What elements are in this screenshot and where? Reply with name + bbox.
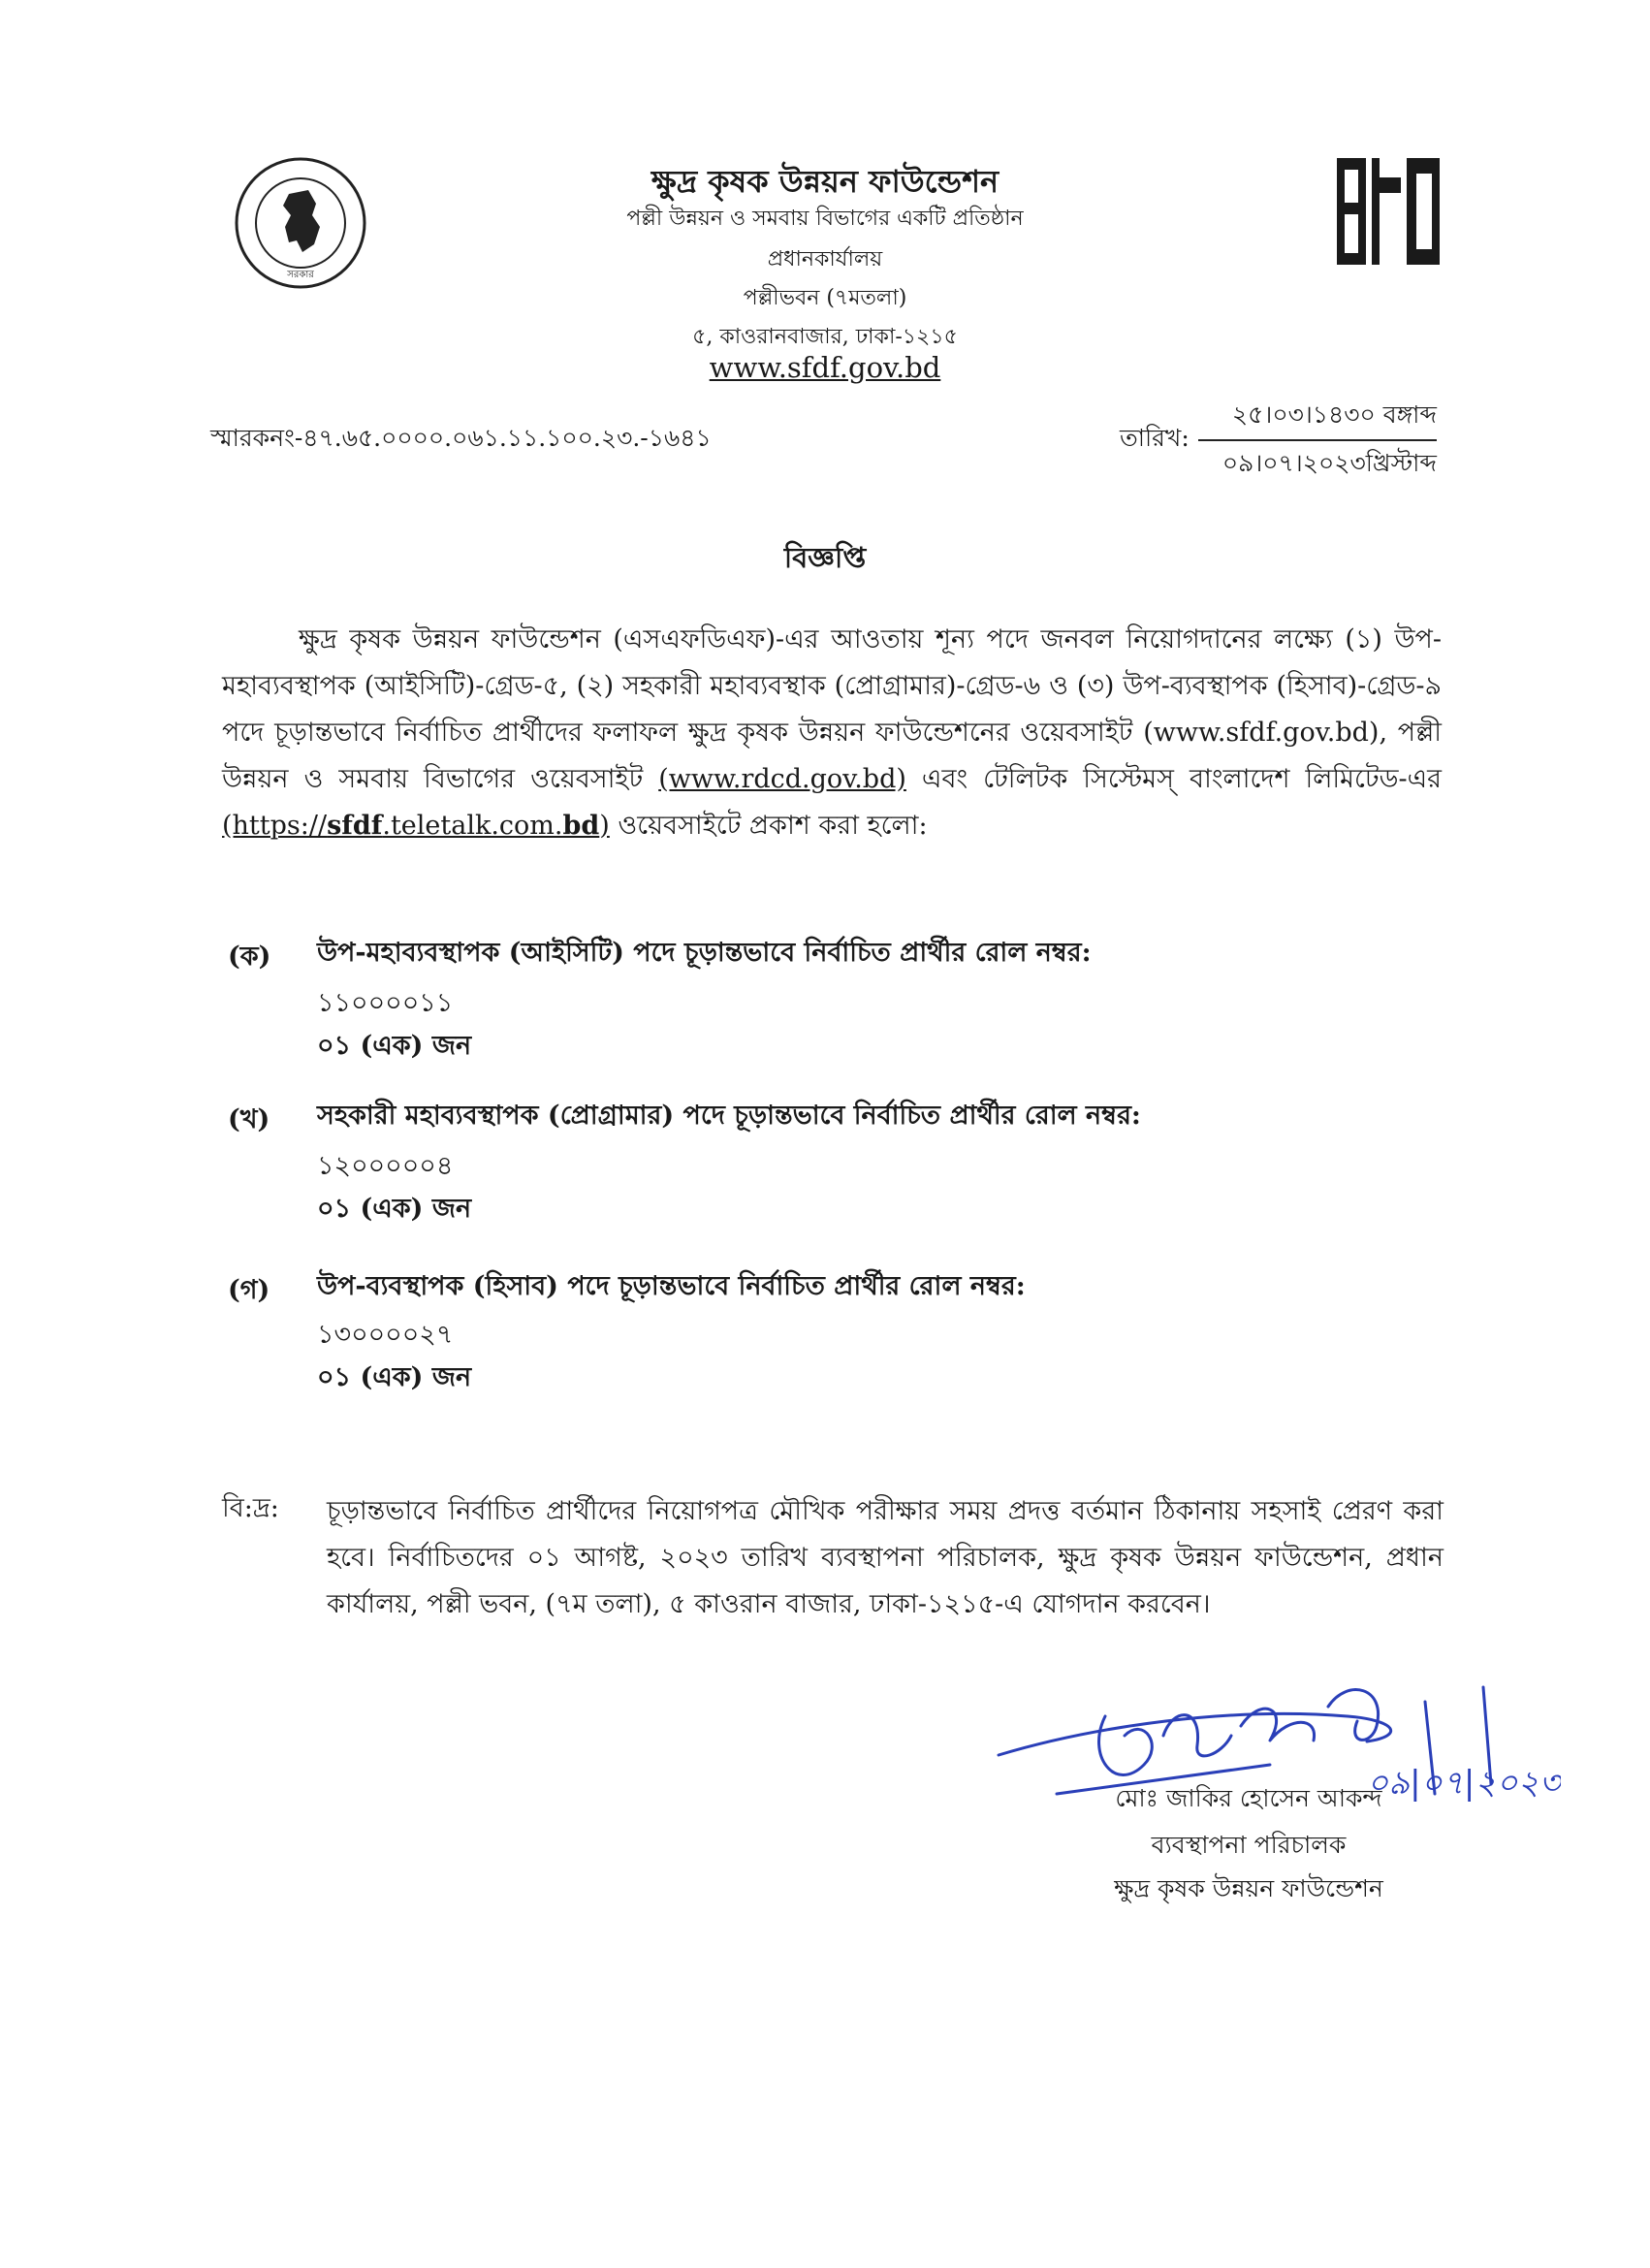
- paragraph-text-3: ওয়েবসাইটে প্রকাশ করা হলো:: [609, 811, 928, 841]
- teletalk-link-part: sfdf: [327, 811, 383, 841]
- date-english: ০৯।০৭।২০২৩খ্রিস্টাব্দ: [1222, 449, 1437, 477]
- note-label: বি:দ্র:: [222, 1493, 279, 1523]
- date-bengali: ২৫।০৩।১৪৩০ বঙ্গাব্দ: [1198, 396, 1437, 441]
- note-text: চূড়ান্তভাবে নির্বাচিত প্রার্থীদের নিয়োগপত্র মৌখিক পরীক্ষার সময় প্রদত্ত বর্তমান ঠিকানায় সহসাই প্রেরণ করা হবে। নির্বাচিতদের ০১ আগষ্ট, ২০২৩ তারিখ ব্যবস্থাপনা পরিচালক, ক্ষুদ্র কৃষক উন্নয়ন ফাউন্ডেশন, প্রধান কার্যালয়, পল্লী ভবন, (৭ম তলা), ৫ কাওরান বাজার, ঢাকা-১২১৫-এ যোগদান করবেন।: [327, 1496, 1444, 1619]
- signature-date: ০৯|০৭|২০২৩: [1367, 1764, 1561, 1803]
- organization-subtitle: পল্লী উন্নয়ন ও সমবায় বিভাগের একটি প্রতিষ্ঠান: [626, 207, 1024, 231]
- address-line: ৫, কাওরানবাজার, ঢাকা-১২১৫: [692, 325, 958, 349]
- item-mark: (ক): [228, 942, 271, 972]
- website-link[interactable]: www.sfdf.gov.bd: [709, 351, 941, 384]
- office-name: প্রধানকার্যালয়: [767, 247, 883, 272]
- notice-paragraph: [222, 617, 1442, 849]
- teletalk-link-part: (https://: [222, 811, 328, 841]
- roll-number: ১২০০০০০৪: [317, 1151, 454, 1181]
- roll-number: ১৩০০০০২৭: [317, 1320, 454, 1350]
- rdcd-link[interactable]: (www.rdcd.gov.bd): [658, 764, 906, 794]
- svg-text:সরকার: সরকার: [287, 270, 314, 280]
- teletalk-link-part: ): [599, 811, 610, 841]
- memo-number: স্মারকনং-৪৭.৬৫.০০০০.০৬১.১১.১০০.২৩.-১৬৪১: [210, 424, 712, 452]
- candidate-count: ০১ (এক) জন: [317, 1031, 472, 1061]
- signatory-designation: ব্যবস্থাপনা পরিচালক: [1151, 1831, 1347, 1859]
- paragraph-text-1: ক্ষুদ্র কৃষক উন্নয়ন ফাউন্ডেশন (এসএফডিএফ)-এর আওতায় শূন্য পদে জনবল নিয়োগদানের লক্ষ্যে (১) উপ-মহাব্যবস্থাপক (আইসিটি)-গ্রেড-৫, (২) সহকারী মহাব্যবস্থাক (প্রোগ্রামার)-গ্রেড-৬ ও (৩) উপ-ব্যবস্থাপক (হিসাব)-গ্রেড-৯ পদে চূড়ান্তভাবে নির্বাচিত প্রার্থীদের ফলাফল ক্ষুদ্র কৃষক উন্নয়ন ফাউন্ডেশনের ওয়েবসাইট (www.sfdf.gov.bd), পল্লী উন্নয়ন ও সমবায় বিভাগের ওয়েবসাইট: [222, 624, 1442, 794]
- teletalk-link-part: .teletalk.com.: [382, 811, 563, 841]
- date-label: তারিখ:: [1120, 424, 1190, 452]
- building-name: পল্লীভবন (৭মতলা): [743, 286, 907, 310]
- signatory-organization: ক্ষুদ্র কৃষক উন্নয়ন ফাউন্ডেশন: [1114, 1874, 1383, 1902]
- teletalk-link-part: bd: [562, 811, 600, 841]
- organization-name: ক্ষুদ্র কৃষক উন্নয়ন ফাউন্ডেশন: [650, 163, 1000, 200]
- candidate-count: ০১ (এক) জন: [317, 1194, 472, 1224]
- item-heading: সহকারী মহাব্যবস্থাপক (প্রোগ্রামার) পদে চূড়ান্তভাবে নির্বাচিত প্রার্থীর রোল নম্বর:: [317, 1101, 1141, 1131]
- notice-title: বিজ্ঞপ্তি: [783, 541, 867, 574]
- item-heading: উপ-মহাব্যবস্থাপক (আইসিটি) পদে চূড়ান্তভাবে নির্বাচিত প্রার্থীর রোল নম্বর:: [317, 938, 1092, 968]
- candidate-count: ০১ (এক) জন: [317, 1362, 472, 1392]
- teletalk-link[interactable]: [222, 811, 610, 841]
- item-heading: উপ-ব্যবস্থাপক (হিসাব) পদে চূড়ান্তভাবে নির্বাচিত প্রার্থীর রোল নম্বর:: [317, 1271, 1026, 1301]
- roll-number: ১১০০০০১১: [317, 988, 454, 1018]
- item-mark: (গ): [228, 1275, 270, 1305]
- item-mark: (খ): [228, 1104, 270, 1134]
- paragraph-text-2: এবং টেলিটক সিস্টেমস্ বাংলাদেশ লিমিটেড-এর: [905, 764, 1442, 794]
- signatory-name: মোঃ জাকির হোসেন আকন্দ: [1115, 1784, 1382, 1812]
